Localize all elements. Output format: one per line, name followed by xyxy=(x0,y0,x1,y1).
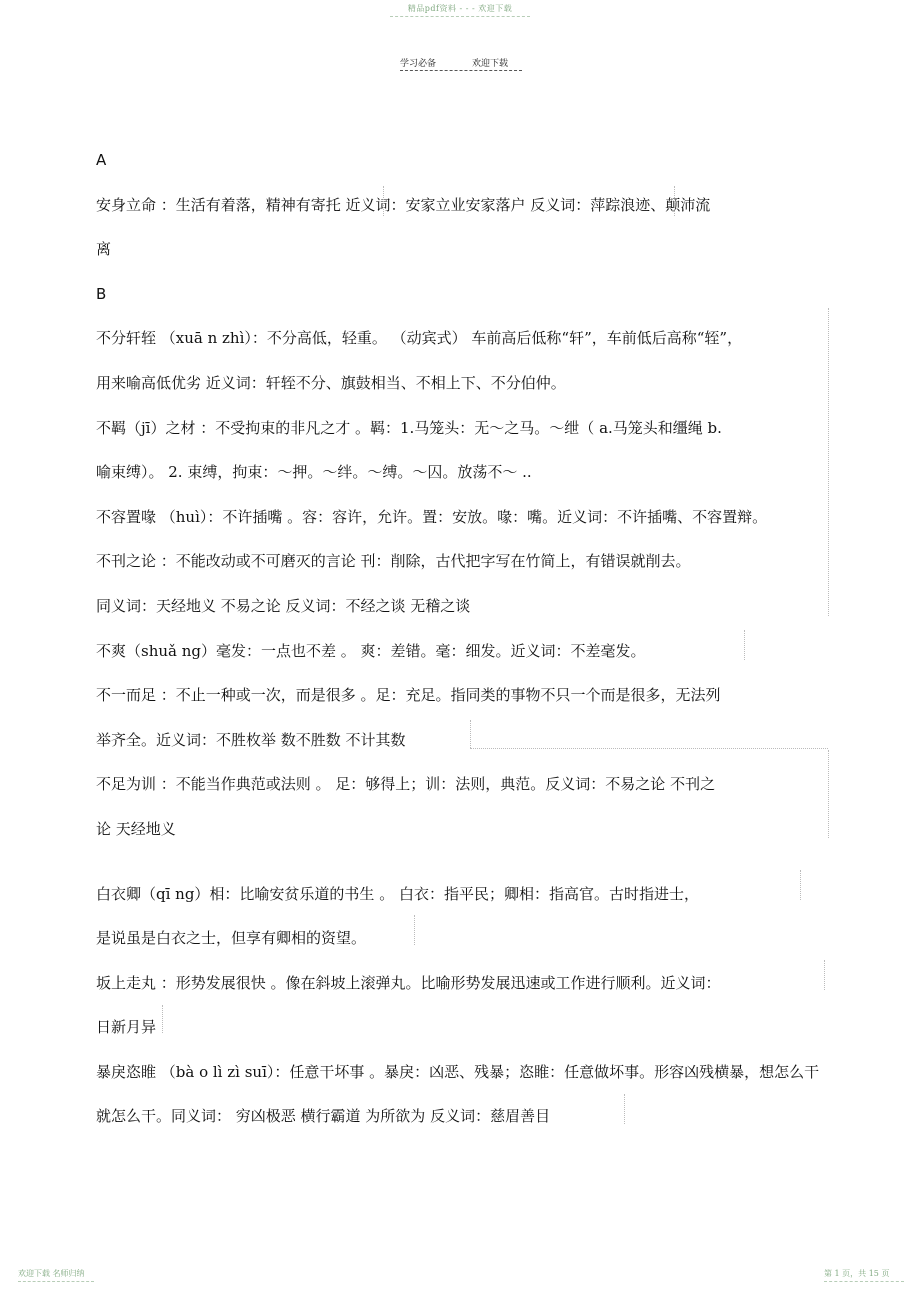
entry-line: 不刊之论 ：不能改动或不可磨灭的言论 刊：削除，古代把字写在竹简上，有错误就削去。 xyxy=(96,552,691,571)
scan-artifact-rule xyxy=(674,186,675,216)
entry-line: 是说虽是白衣之士，但享有卿相的资望。 xyxy=(96,929,367,948)
entry-line: 暴戾恣睢 （bà o lì zì suī）：任意干坏事 。暴戾：凶恶、残暴；恣睢：任意做坏事。形容凶残横暴，想怎么干 xyxy=(96,1062,820,1081)
footer-left: 欢迎下载 名师归纳 xyxy=(18,1269,85,1278)
entry-line: 不羁（jī）之材 ：不受拘束的非凡之才 。羁：1.马笼头：无～之马。～绁（ a.马笼头和缰绳 b. xyxy=(96,418,722,437)
scan-artifact-rule xyxy=(800,870,801,900)
entry-line: 离 xyxy=(96,240,112,259)
entry-line: 不足为训 ：不能当作典范或法则 。 足：够得上；训：法则，典范。反义词：不易之论 不刊之 xyxy=(96,775,716,794)
scan-artifact-rule xyxy=(470,720,471,748)
footer-right-rule xyxy=(824,1281,904,1282)
entry-line: 日新月异 xyxy=(96,1018,157,1037)
entry-line: 举齐全。近义词：不胜枚举 数不胜数 不计其数 xyxy=(96,730,406,749)
scan-artifact-rule xyxy=(624,1094,625,1124)
entry-line: 白衣卿（qī ng）相：比喻安贫乐道的书生 。 白衣：指平民；卿相：指高官。古时指进士， xyxy=(96,884,699,903)
entry-line: 安身立命 ：生活有着落，精神有寄托 近义词：安家立业安家落户 反义词：萍踪浪迹、颠沛流 xyxy=(96,195,711,214)
scan-artifact-rule xyxy=(470,748,828,749)
document-body xyxy=(96,138,836,1139)
scan-artifact-rule xyxy=(414,915,415,945)
section-letter-b: B xyxy=(96,284,107,303)
section-letter-a: A xyxy=(96,151,107,169)
entry-line: 喻束缚）。 2. 束缚，拘束：～押。～绊。～缚。～囚。放荡不～ .. xyxy=(96,463,532,482)
entry-line: 不容置喙 （huì）：不许插嘴 。容：容许，允许。置：安放。喙：嘴。近义词：不许插嘴、不容置辩。 xyxy=(96,507,768,526)
scan-artifact-rule xyxy=(828,308,829,616)
entry-line: 不分轩轾 （xuā n zhì）：不分高低，轻重。 （动宾式） 车前高后低称“轩”，车前低后高称“轾”， xyxy=(96,329,743,348)
entry-line: 就怎么干。同义词： 穷凶极恶 横行霸道 为所欲为 反义词：慈眉善目 xyxy=(96,1107,551,1126)
subheader-left: 学习必备 xyxy=(400,59,437,69)
entry-line: 论 天经地义 xyxy=(96,819,176,838)
entry-line: 坂上走丸 ：形势发展很快 。像在斜坡上滚弹丸。比喻形势发展迅速或工作进行顺利。近义词： xyxy=(96,973,721,992)
scan-artifact-rule xyxy=(383,186,384,216)
top-banner xyxy=(0,3,920,17)
page-subheader xyxy=(400,56,508,69)
scan-artifact-rule xyxy=(744,630,745,660)
entry-line: 用来喻高低优劣 近义词：轩轾不分、旗鼓相当、不相上下、不分伯仲。 xyxy=(96,373,566,392)
top-banner-rule xyxy=(390,16,530,17)
scan-artifact-rule xyxy=(828,750,829,838)
entry-line: 不一而足 ：不止一种或一次，而是很多 。足：充足。指同类的事物不只一个而是很多，无法列 xyxy=(96,686,721,705)
scan-artifact-rule xyxy=(162,1005,163,1033)
top-banner-text: 精品pdf资料 - - - 欢迎下载 xyxy=(407,4,513,13)
entry-line: 不爽（shuǎ ng）毫发：一点也不差 。 爽：差错。毫：细发。近义词：不差毫发。 xyxy=(96,641,646,660)
subheader-right: 欢迎下载 xyxy=(472,59,509,69)
entry-line: 同义词：天经地义 不易之论 反义词：不经之谈 无稽之谈 xyxy=(96,596,471,615)
subheader-rule xyxy=(400,70,522,71)
footer-left-rule xyxy=(18,1281,94,1282)
page-number: 第 1 页，共 15 页 xyxy=(824,1269,890,1278)
scan-artifact-rule xyxy=(824,960,825,990)
